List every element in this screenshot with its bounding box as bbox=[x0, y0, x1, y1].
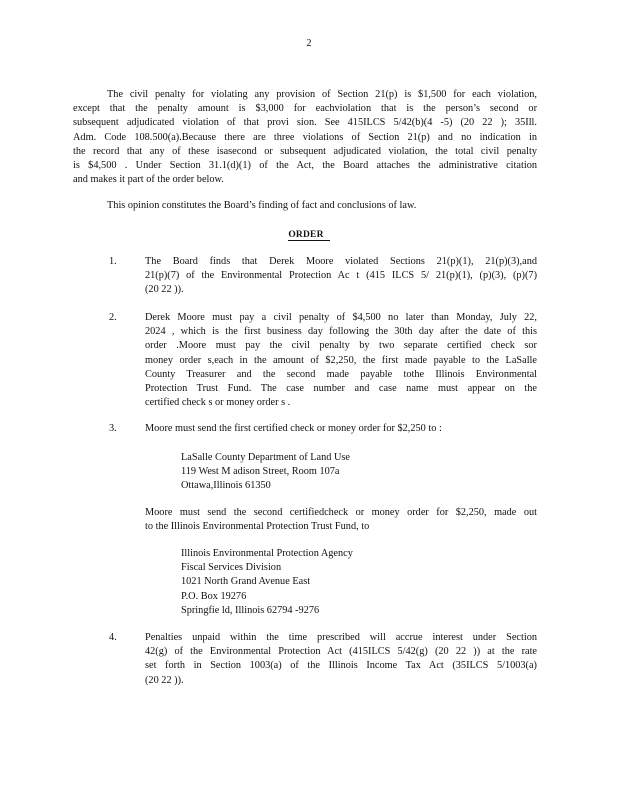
text-line: and makes it part of the order below. bbox=[73, 174, 224, 186]
text-line: Protection Trust Fund. The case number and case name must appear on the bbox=[145, 383, 537, 395]
text-line: money order s,each in the amount of $2,250, the first made payable to the LaSalle bbox=[145, 354, 537, 366]
text-line: Derek Moore must pay a civil penalty of $4,500 no later than Monday, July 22, bbox=[145, 312, 537, 323]
text-line: order .Moore must pay the civil penalty by two separate certified check sor bbox=[145, 340, 537, 352]
page-number: 2 bbox=[306, 38, 312, 49]
lasalle-address-block bbox=[181, 451, 350, 494]
text-line: Moore must send the second certifiedcheck or money order for $2,250, made out bbox=[145, 507, 537, 518]
text-line: (20 22 )). bbox=[145, 284, 184, 296]
text-line: The Board finds that Derek Moore violated Sections 21(p)(1), 21(p)(3),and bbox=[145, 256, 537, 267]
item-number: 1. bbox=[109, 256, 117, 267]
text-line: This opinion constitutes the Board’s finding of fact and conclusions of law. bbox=[107, 200, 417, 211]
text-line: 2024 , which is the first business day following the 30th day after the date of this bbox=[145, 326, 537, 338]
item-number: 4. bbox=[109, 632, 117, 643]
item-number: 2. bbox=[109, 312, 117, 323]
penalty-paragraph bbox=[73, 88, 537, 187]
text-line: certified check s or money order s . bbox=[145, 397, 291, 409]
text-line: Adm. Code 108.500(a).Because there are three violations of Section 21(p) and no indication in bbox=[73, 131, 537, 143]
findings-paragraph bbox=[107, 199, 527, 213]
address-line: Fiscal Services Division bbox=[181, 562, 282, 574]
address-line: 119 West M adison Street, Room 107a bbox=[181, 466, 340, 478]
order-heading-text: ORDER bbox=[288, 230, 329, 241]
text-line: set forth in Section 1003(a) of the Illinois Income Tax Act (35ILCS 5/1003(a) bbox=[145, 660, 537, 672]
text-line: the record that any of these isasecond or subsequent adjudicated violation, the total civil penalty bbox=[73, 145, 537, 157]
order-heading bbox=[0, 228, 618, 242]
text-line: Moore must send the first certified check or money order for $2,250 to : bbox=[145, 423, 442, 434]
text-line: Penalties unpaid within the time prescribed will accrue interest under Section bbox=[145, 632, 537, 643]
address-line: Ottawa,Illinois 61350 bbox=[181, 480, 271, 492]
address-line: Springfie ld, Illinois 62794 -9276 bbox=[181, 604, 320, 616]
address-line: P.O. Box 19276 bbox=[181, 590, 247, 602]
text-line: to the Illinois Environmental Protection Trust Fund, to bbox=[145, 521, 370, 533]
text-line: 42(g) of the Environmental Protection Act (415ILCS 5/42(g) (20 22 )) at the rate bbox=[145, 646, 537, 658]
address-line: 1021 North Grand Avenue East bbox=[181, 576, 311, 588]
text-line: 21(p)(7) of the Environmental Protection Ac t (415 ILCS 5/ 21(p)(1), (p)(3), (p)(7) bbox=[145, 270, 537, 282]
text-line: subsequent adjudicated violation of that provi sion. See 415ILCS 5/42(b)(4 -5) (20 22 ); 35Ill. bbox=[73, 117, 537, 129]
address-line: LaSalle County Department of Land Use bbox=[181, 452, 350, 463]
address-line: Illinois Environmental Protection Agency bbox=[181, 548, 353, 559]
item-number: 3. bbox=[109, 423, 117, 434]
text-line: except that the penalty amount is $3,000 for eachviolation that is the person’s second or bbox=[73, 103, 537, 115]
text-line: (20 22 )). bbox=[145, 674, 184, 686]
text-line: County Treasurer and the second made payable tothe Illinois Environmental bbox=[145, 368, 537, 380]
iepa-address-block bbox=[181, 547, 353, 618]
text-line: The civil penalty for violating any provision of Section 21(p) is $1,500 for each violation, bbox=[107, 89, 537, 100]
text-line: is $4,500 . Under Section 31.1(d)(1) of the Act, the Board attaches the administrative citation bbox=[73, 160, 537, 172]
